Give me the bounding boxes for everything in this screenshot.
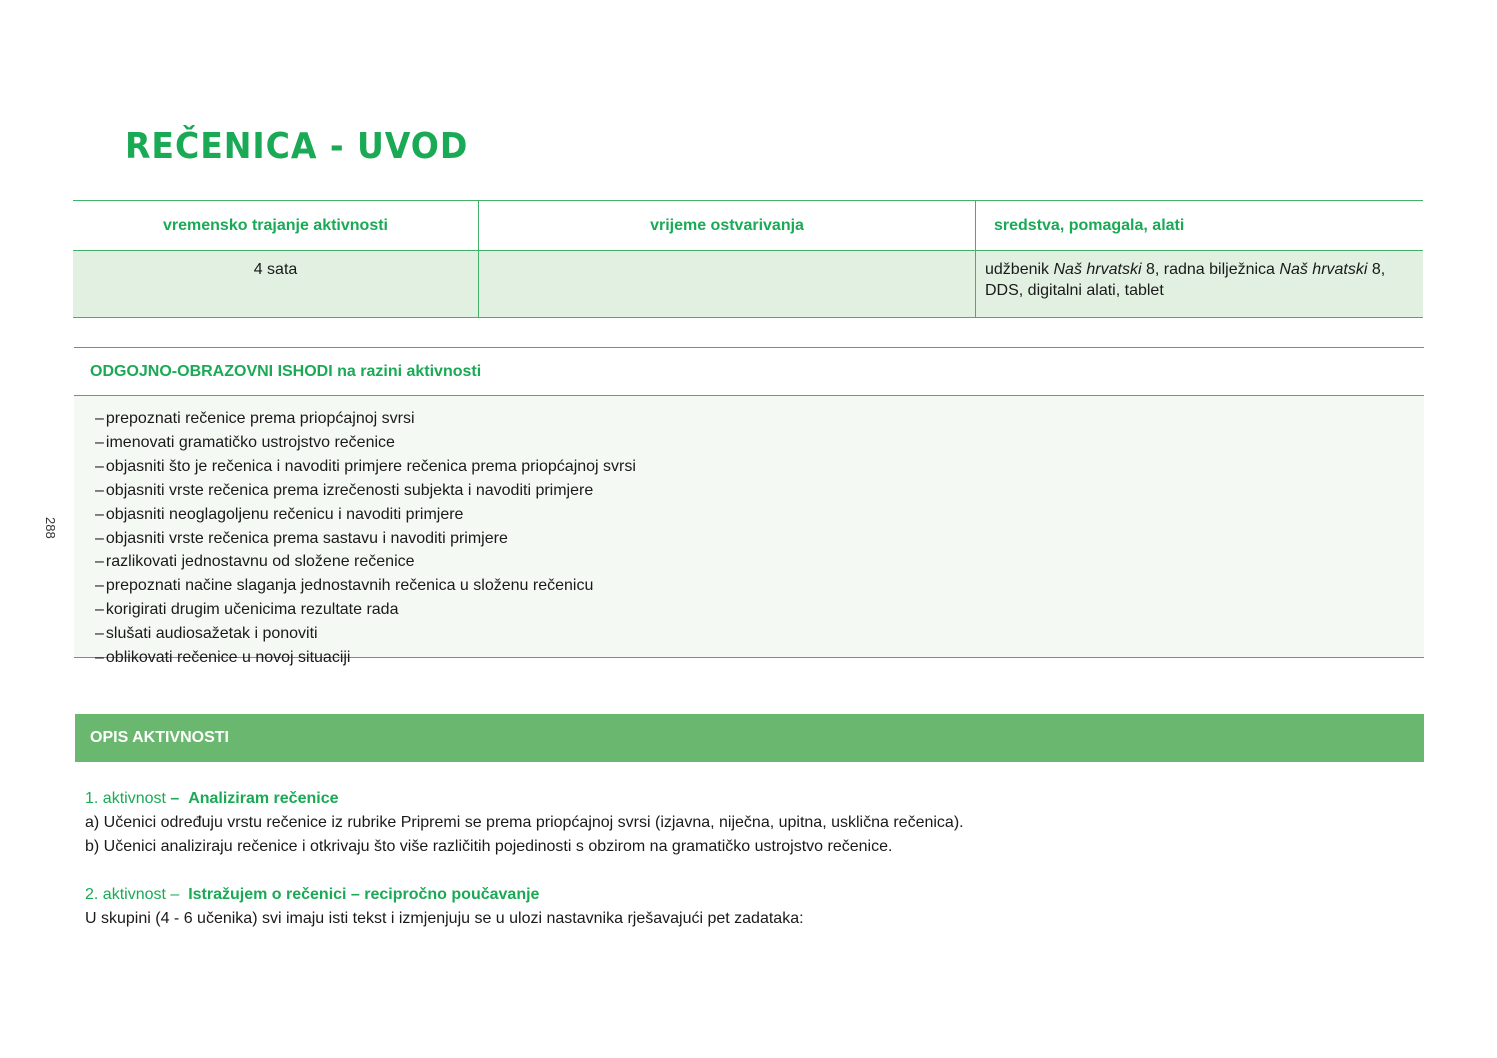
dash-bullet: – xyxy=(95,553,104,571)
outcome-text: imenovati gramatičko ustrojstvo rečenice xyxy=(105,433,395,451)
cell-duration: 4 sata xyxy=(73,251,479,318)
activity-number: 1. aktivnost xyxy=(85,790,166,807)
outcomes-section xyxy=(74,347,1424,667)
outcome-text: prepoznati rečenice prema priopćajnoj svrsi xyxy=(105,410,415,427)
outcomes-heading-rest: na razini aktivnosti xyxy=(332,363,482,380)
activity-1 xyxy=(85,787,964,859)
page-number xyxy=(31,517,58,547)
activity-1-line-a: a) Učenici određuju vrstu rečenice iz rubrike Pripremi se prema priopćajnoj svrsi (izjavna, niječna, upitna, usklična rečenica). xyxy=(85,814,964,831)
tools-text: udžbenik xyxy=(985,261,1054,278)
description-heading: OPIS AKTIVNOSTI xyxy=(75,714,1424,762)
activity-name: Analiziram rečenice xyxy=(188,790,339,807)
book-title: Naš hrvatski xyxy=(1053,261,1142,278)
outcome-text: objasniti vrste rečenica prema sastavu i navoditi primjere xyxy=(105,529,508,547)
book-title: Naš hrvatski xyxy=(1279,261,1368,278)
cell-time xyxy=(479,251,976,318)
outcomes-heading-bold: ODGOJNO-OBRAZOVNI ISHODI xyxy=(90,363,333,380)
page-title: REČENICA - UVOD xyxy=(125,126,469,167)
outcomes-list xyxy=(95,407,1424,670)
outcome-item xyxy=(95,455,1424,479)
activity-2-title xyxy=(85,883,804,907)
dash-bullet: – xyxy=(95,410,104,427)
header-tools: sredstva, pomagala, alati xyxy=(976,201,1424,251)
outcome-text: oblikovati rečenice u novoj situaciji xyxy=(105,649,351,667)
dash-bullet: – xyxy=(95,577,104,595)
outcome-item xyxy=(95,646,1424,670)
tools-text: 8, DDS, digitalni alati, tablet xyxy=(985,261,1386,299)
outcome-text: razlikovati jednostavnu od složene rečenice xyxy=(105,553,415,571)
activity-2 xyxy=(85,883,804,931)
outcome-item xyxy=(95,527,1424,551)
dash-bullet: – xyxy=(95,529,104,547)
info-table-row xyxy=(73,251,1423,318)
activity-name: Istražujem o rečenici – recipročno poučavanje xyxy=(188,886,540,903)
activity-2-line: U skupini (4 - 6 učenika) svi imaju isti tekst i izmjenjuju se u ulozi nastavnika rješavajući pet zadataka: xyxy=(85,910,804,927)
dash-bullet: – xyxy=(95,601,104,619)
outcome-text: korigirati drugim učenicima rezultate rada xyxy=(105,601,399,619)
info-table-header-row xyxy=(73,201,1423,251)
cell-tools xyxy=(976,251,1424,318)
outcome-item xyxy=(95,407,1424,431)
outcome-text: objasniti vrste rečenica prema izrečenosti subjekta i navoditi primjere xyxy=(105,481,594,499)
dash-bullet: – xyxy=(95,433,104,451)
dash-bullet: – xyxy=(95,625,104,643)
activity-separator: – xyxy=(170,790,180,807)
outcome-item xyxy=(95,431,1424,455)
dash-bullet: – xyxy=(95,481,104,499)
outcome-item xyxy=(95,550,1424,574)
outcomes-heading xyxy=(74,347,1424,396)
outcome-item xyxy=(95,479,1424,503)
outcome-item xyxy=(95,574,1424,598)
dash-bullet: – xyxy=(95,457,104,475)
tools-text: 8, radna bilježnica xyxy=(1141,261,1280,278)
outcome-text: prepoznati načine slaganja jednostavnih rečenica u složenu rečenicu xyxy=(105,577,594,595)
activity-separator: – xyxy=(170,886,180,903)
outcome-item xyxy=(95,622,1424,646)
header-duration: vremensko trajanje aktivnosti xyxy=(73,201,479,251)
activity-number: 2. aktivnost xyxy=(85,886,166,903)
outcomes-body xyxy=(74,396,1424,667)
header-time: vrijeme ostvarivanja xyxy=(479,201,976,251)
activity-1-line-b: b) Učenici analiziraju rečenice i otkrivaju što više različitih pojedinosti s obzirom na gramatičko ustrojstvo rečenice. xyxy=(85,838,893,855)
activity-1-title xyxy=(85,787,964,811)
outcome-text: objasniti neoglagoljenu rečenicu i navoditi primjere xyxy=(105,505,464,523)
dash-bullet: – xyxy=(95,649,104,667)
outcome-text: objasniti što je rečenica i navoditi primjere rečenica prema priopćajnoj svrsi xyxy=(105,457,636,475)
outcome-item xyxy=(95,598,1424,622)
outcome-item xyxy=(95,503,1424,527)
dash-bullet: – xyxy=(95,505,104,523)
page-number-text: 288 xyxy=(43,517,58,539)
info-table xyxy=(73,200,1423,318)
outcome-text: slušati audiosažetak i ponoviti xyxy=(105,625,318,643)
